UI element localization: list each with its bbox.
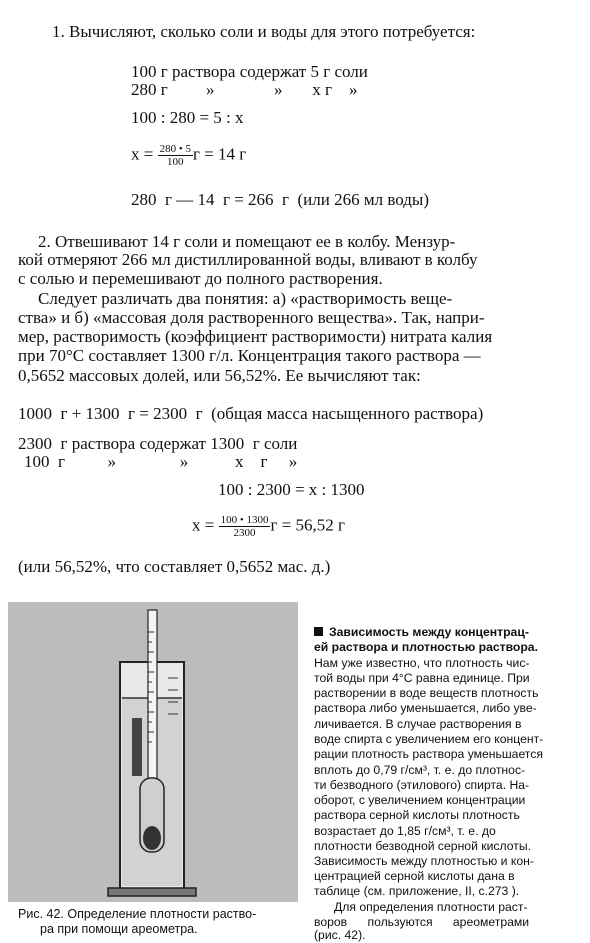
result-equation: 280 г — 14 г = 266 г (или 266 мл воды) bbox=[131, 190, 429, 209]
sidebar-title: ей раствора и плотностью раствора. bbox=[314, 640, 538, 654]
paragraph-line: 0,5652 массовых долей, или 56,52%. Ее вычисляют так: bbox=[18, 366, 421, 385]
sidebar-line: плотности безводной серной кислоты. bbox=[314, 839, 531, 853]
sidebar-line: рации плотность раствора уменьшается bbox=[314, 747, 543, 761]
sidebar-line: растворении в воде веществ плотность bbox=[314, 686, 539, 700]
sidebar-line: воров пользуются ареометрами bbox=[314, 915, 530, 929]
sum-equation: 1000 г + 1300 г = 2300 г (общая масса насыщенного раствора) bbox=[18, 404, 484, 423]
sidebar-line: (рис. 42). bbox=[314, 928, 366, 942]
sidebar-line: ти безводного (этилового) спирта. На- bbox=[314, 778, 530, 792]
proportion-line: 100 г раствора содержат 5 г соли bbox=[131, 62, 368, 81]
paragraph-line: с солью и перемешивают до полного растворения. bbox=[18, 269, 383, 288]
fraction: $\frac{280 • 5}{100}$ bbox=[159, 143, 191, 168]
x-equation: x = $\frac{280 • 5}{100}$ г = 14 г bbox=[131, 143, 247, 168]
sidebar-line: вплоть до 0,79 г/см³, т. е. до плотнос- bbox=[314, 763, 526, 777]
x-equation: x = $\frac{100 • 1300}{2300}$ г = 56,52 г bbox=[192, 514, 345, 539]
square-bullet-icon bbox=[314, 627, 323, 636]
sidebar-line: оборот, с увеличением концентрации bbox=[314, 793, 526, 807]
sidebar-line: раствора серной кислоты плотность bbox=[314, 808, 520, 822]
paragraph-line: при 70°С составляет 1300 г/л. Концентрация такого раствора — bbox=[18, 346, 481, 365]
note-line: (или 56,52%, что составляет 0,5652 мас. д.) bbox=[18, 557, 331, 576]
figure-caption: ра при помощи ареометра. bbox=[40, 922, 198, 936]
paragraph-line: кой отмеряют 266 мл дистиллированной воды, вливают в колбу bbox=[18, 250, 478, 269]
figure-caption: Рис. 42. Определение плотности раство- bbox=[18, 907, 257, 921]
sidebar-title: Зависимость между концентрац- bbox=[314, 625, 529, 640]
step1-heading: 1. Вычисляют, сколько соли и воды для этого потребуется: bbox=[52, 22, 476, 41]
ratio-equation: 100 : 280 = 5 : x bbox=[131, 108, 244, 127]
proportion-line: 100 г » » x г » bbox=[24, 452, 298, 471]
sidebar-line: раствора либо уменьшается, либо уве- bbox=[314, 701, 537, 715]
hydrometer-figure bbox=[8, 602, 298, 902]
paragraph-line: 2. Отвешивают 14 г соли и помещают ее в колбу. Мензур- bbox=[38, 232, 456, 251]
sidebar-line: личивается. В случае растворения в bbox=[314, 717, 522, 731]
paragraph-line: мер, растворимость (коэффициент растворимости) нитрата калия bbox=[18, 327, 493, 346]
paragraph-line: Следует различать два понятия: а) «растворимость веще- bbox=[38, 289, 453, 308]
sidebar-line: Нам уже известно, что плотность чис- bbox=[314, 656, 530, 670]
sidebar-line: воде спирта с увеличением его концент- bbox=[314, 732, 544, 746]
sidebar-line: таблице (см. приложение, II, с.273 ). bbox=[314, 884, 520, 898]
sidebar-line: центрацией серной кислоты дана в bbox=[314, 869, 515, 883]
fraction: $\frac{100 • 1300}{2300}$ bbox=[220, 514, 269, 539]
sidebar-line: возрастает до 1,85 г/см³, т. е. до bbox=[314, 824, 496, 838]
sidebar-line: Для определения плотности раст- bbox=[334, 900, 528, 914]
paragraph-line: ства» и б) «массовая доля растворенного вещества». Так, напри- bbox=[18, 308, 485, 327]
proportion-line: 280 г » » x г » bbox=[131, 80, 358, 99]
proportion-line: 2300 г раствора содержат 1300 г соли bbox=[18, 434, 298, 453]
ratio-equation: 100 : 2300 = x : 1300 bbox=[218, 480, 365, 499]
hydrometer-illustration bbox=[8, 602, 298, 902]
sidebar-line: Зависимость между плотностью и кон- bbox=[314, 854, 534, 868]
sidebar-line: той воды при 4°С равна единице. При bbox=[314, 671, 530, 685]
